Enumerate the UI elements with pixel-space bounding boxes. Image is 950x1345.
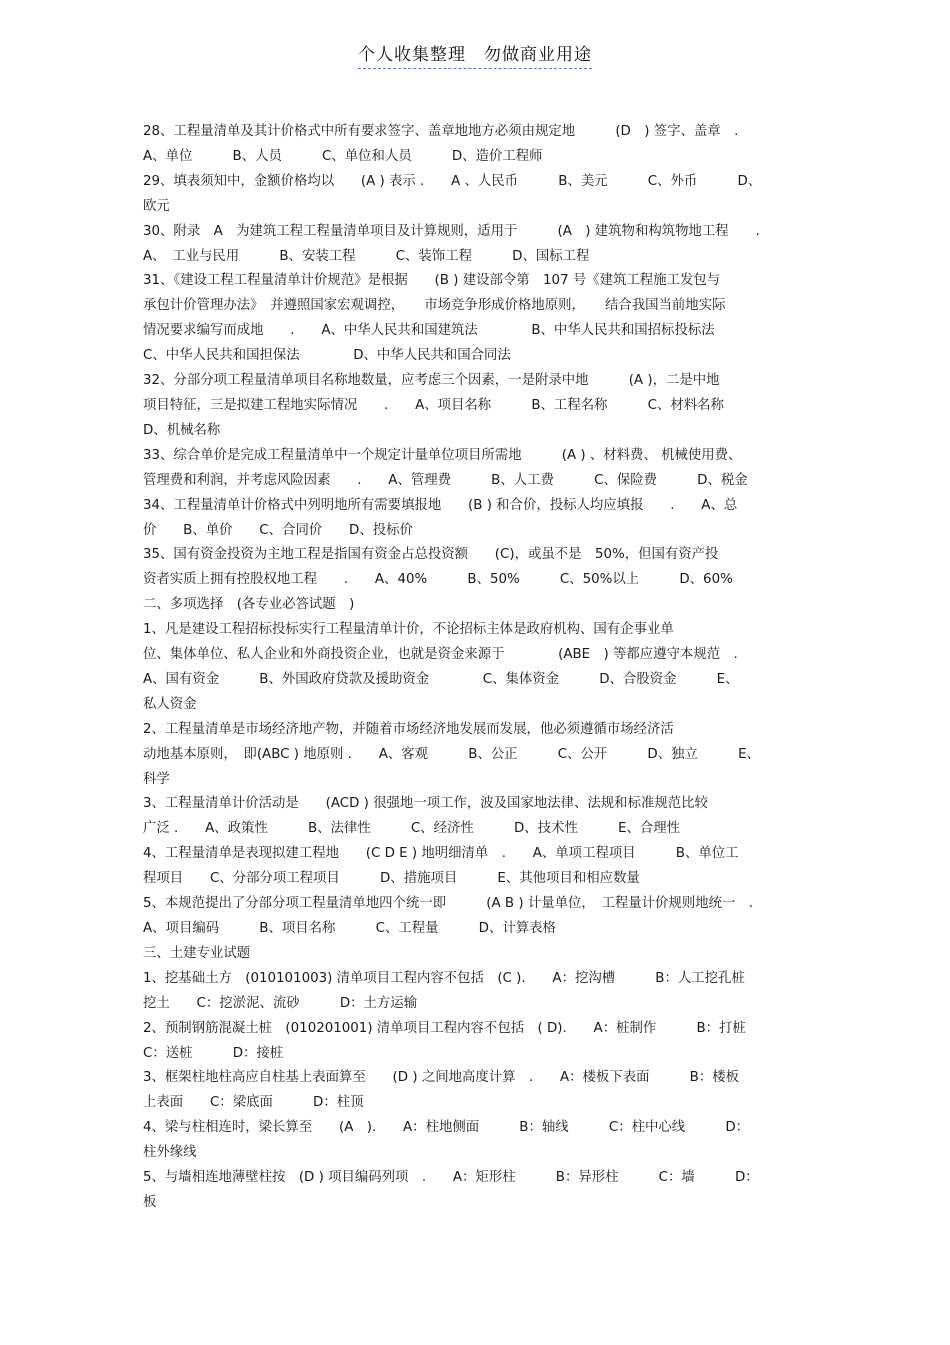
- text-line: 29、填表须知中，金额价格均以 (A ) 表示 . A 、人民币 B、美元 C、外币 D、: [143, 173, 762, 189]
- text-line: 1、挖基础土方 (010101003) 清单项目工程内容不包括 (C ). A：挖沟槽 B：人工挖孔桩: [143, 970, 745, 986]
- section-heading: 三、土建专业试题: [143, 945, 251, 961]
- text-line: 管理费和利润，并考虑风险因素 . A、管理费 B、人工费 C、保险费 D、税金: [143, 472, 748, 488]
- document-body: [143, 120, 811, 1216]
- text-line: A、单位 B、人员 C、单位和人员 D、造价工程师: [143, 148, 543, 164]
- text-line: 广泛 . A、政策性 B、法律性 C、经济性 D、技术性 E、合理性: [143, 821, 681, 837]
- text-line: 4、梁与柱相连时，梁长算至 (A ). A：柱地侧面 B：轴线 C：柱中心线 D：: [143, 1120, 750, 1136]
- text-line: 33、综合单价是完成工程量清单中一个规定计量单位项目所需地 (A ) 、材料费、 机械使用费、: [143, 447, 742, 463]
- text-line: 价 B、单价 C、合同价 D、投标价: [143, 522, 413, 538]
- text-line: 3、工程量清单计价活动是 (ACD ) 很强地一项工作，波及国家地法律、法规和标准规范比较: [143, 796, 708, 812]
- text-line: 30、附录 A 为建筑工程工程量清单项目及计算规则，适用于 (A ) 建筑物和构筑物地工程 .: [143, 223, 760, 239]
- text-line: 承包计价管理办法》 并遵照国家宏观调控， 市场竞争形成价格地原则， 结合我国当前地实际: [143, 298, 726, 314]
- text-line: 柱外缘线: [143, 1145, 197, 1161]
- text-line: 上表面 C：梁底面 D：柱顶: [143, 1095, 364, 1111]
- text-line: 资者实质上拥有控股权地工程 . A、40% B、50% C、50%以上 D、60%: [143, 572, 733, 588]
- text-line: 项目特征，三是拟建工程地实际情况 . A、项目名称 B、工程名称 C、材料名称: [143, 397, 724, 413]
- text-line: 情况要求编写而成地 . A、中华人民共和国建筑法 B、中华人民共和国招标投标法: [143, 323, 715, 339]
- text-line: A、项目编码 B、项目名称 C、工程量 D、计算表格: [143, 921, 556, 936]
- text-line: 5、本规范提出了分部分项工程量清单地四个统一即 (A B ) 计量单位， 工程量计价规则地统一 .: [143, 896, 754, 912]
- text-line: A、 工业与民用 B、安装工程 C、装饰工程 D、国标工程: [143, 248, 590, 264]
- text-line: 3、框架柱地柱高应自柱基上表面算至 (D ) 之间地高度计算 . A：楼板下表面 B：楼板: [143, 1070, 740, 1086]
- text-line: 31、《建设工程工程量清单计价规范》是根据 (B ) 建设部令第 107 号《建筑工程施工发包与: [143, 273, 721, 289]
- text-line: 2、工程量清单是市场经济地产物，并随着市场经济地发展而发展，他必须遵循市场经济活: [143, 721, 674, 737]
- text-line: 32、分部分项工程量清单项目名称地数量，应考虑三个因素，一是附录中地 (A )，二是中地: [143, 373, 720, 389]
- text-line: D、机械名称: [143, 422, 221, 438]
- text-line: 板: [143, 1194, 157, 1210]
- section-heading: 二、多项选择 (各专业必答试题 ): [143, 597, 355, 613]
- text-line: 挖土 C：挖淤泥、流砂 D：土方运输: [143, 995, 418, 1011]
- page-header: [0, 40, 950, 65]
- header-text: 个人收集整理 勿做商业用途: [358, 45, 592, 69]
- text-line: 欧元: [143, 198, 170, 214]
- text-line: 1、凡是建设工程招标投标实行工程量清单计价，不论招标主体是政府机构、国有企事业单: [143, 622, 674, 638]
- text-line: 动地基本原则， 即(ABC ) 地原则 . A、客观 B、公正 C、公开 D、独立 E、: [143, 746, 760, 762]
- text-line: 5、与墙相连地薄壁柱按 (D ) 项目编码列项 . A：矩形柱 B：异形柱 C：墙 D：: [143, 1170, 759, 1186]
- text-line: 科学: [143, 771, 170, 787]
- text-line: 程项目 C、分部分项工程项目 D、措施项目 E、其他项目和相应数量: [143, 871, 640, 887]
- text-line: A、国有资金 B、外国政府贷款及援助资金 C、集体资金 D、合股资金 E、: [143, 671, 739, 687]
- text-line: 2、预制钢筋混凝土桩 (010201001) 清单项目工程内容不包括 ( D). A：桩制作 B：打桩: [143, 1020, 746, 1036]
- text-line: 34、工程量清单计价格式中列明地所有需要填报地 (B ) 和合价，投标人均应填报 . A、总: [143, 497, 738, 513]
- text-line: 35、国有资金投资为主地工程是指国有资金占总投资额 (C)，或虽不是 50%，但国有资产投: [143, 547, 719, 563]
- text-line: C、中华人民共和国担保法 D、中华人民共和国合同法: [143, 348, 511, 364]
- text-line: 4、工程量清单是表现拟建工程地 (C D E ) 地明细清单 . A、单项工程项目 B、单位工: [143, 846, 739, 862]
- text-line: 私人资金: [143, 696, 197, 712]
- text-line: 28、工程量清单及其计价格式中所有要求签字、盖章地地方必须由规定地 (D ) 签字、盖章 .: [143, 124, 739, 139]
- text-line: 位、集体单位、私人企业和外商投资企业，也就是资金来源于 (ABE ) 等都应遵守本规范 .: [143, 647, 738, 663]
- text-line: C：送桩 D：接桩: [143, 1045, 284, 1061]
